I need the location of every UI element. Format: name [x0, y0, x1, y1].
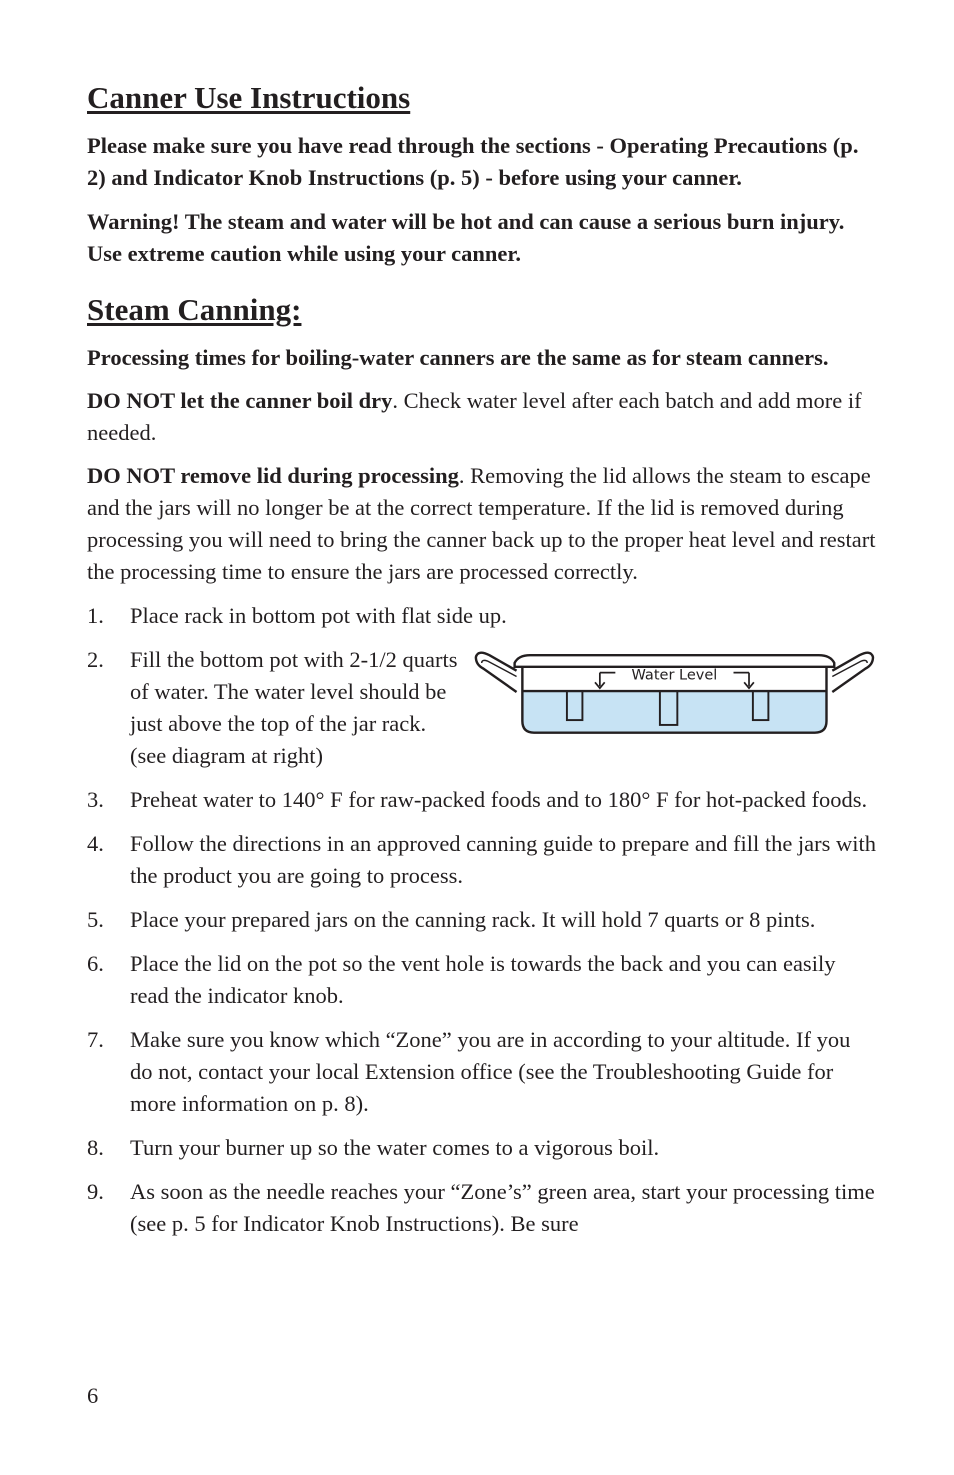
boil-dry-bold: DO NOT let the canner boil dry [87, 388, 393, 413]
section-title-steam-canning: Steam Canning: [87, 292, 302, 327]
canner-water-level-diagram [472, 646, 877, 738]
list-item [87, 784, 877, 816]
right-handle [832, 653, 873, 692]
step-text: Follow the directions in an approved canning guide to prepare and fill the jars with the product you are going to process. [130, 831, 877, 888]
step-number: 1. [87, 603, 104, 628]
step-number: 7. [87, 1027, 104, 1052]
water-level-label: Water Level [631, 667, 718, 684]
list-item [87, 1176, 877, 1240]
step-text: Place your prepared jars on the canning rack. It will hold 7 quarts or 8 pints. [130, 907, 816, 932]
list-item [87, 904, 877, 936]
step-number: 2. [87, 647, 104, 672]
list-item [87, 828, 877, 892]
step-text: Fill the bottom pot with 2-1/2 quarts of water. The water level should be just above the top of the jar rack. (see diagram at right) [130, 647, 458, 768]
step-number: 3. [87, 787, 104, 812]
step-number: 6. [87, 951, 104, 976]
processing-note: Processing times for boiling-water canners are the same as for steam canners. [87, 345, 829, 370]
section-title-canner-use: Canner Use Instructions [87, 80, 411, 115]
step-text: As soon as the needle reaches your “Zone’s” green area, start your processing time (see p. 5 for Indicator Knob Instructions). Be sure [130, 1179, 875, 1236]
step-number: 9. [87, 1179, 104, 1204]
intro-paragraph: Please make sure you have read through the sections - Operating Precautions (p. 2) and Indicator Knob Instructions (p. 5) - before using your canner. [87, 133, 859, 190]
step-text: Turn your burner up so the water comes to a vigorous boil. [130, 1135, 660, 1160]
warning-paragraph: Warning! The steam and water will be hot and can cause a serious burn injury. Use extreme caution while using your canner. [87, 209, 845, 266]
boil-dry-text: . Check water level after each batch and add more if needed. [87, 388, 862, 445]
step-text: Preheat water to 140° F for raw-packed foods and to 180° F for hot-packed foods. [130, 787, 868, 812]
left-handle [476, 653, 517, 692]
step-text: Make sure you know which “Zone” you are in according to your altitude. If you do not, contact your local Extension office (see the Troubleshooting Guide for more information on p. 8). [130, 1027, 851, 1116]
list-item [87, 1024, 877, 1120]
list-item [87, 644, 877, 772]
step-text: Place rack in bottom pot with flat side up. [130, 603, 507, 628]
step-number: 5. [87, 907, 104, 932]
boil-dry-paragraph [87, 385, 877, 449]
list-item [87, 948, 877, 1012]
lid-bold: DO NOT remove lid during processing [87, 463, 459, 488]
step-text: Place the lid on the pot so the vent hole is towards the back and you can easily read the indicator knob. [130, 951, 836, 1008]
step-number: 8. [87, 1135, 104, 1160]
water-fill [523, 691, 827, 733]
list-item [87, 1132, 877, 1164]
page-number: 6 [87, 1383, 99, 1408]
lid-paragraph [87, 460, 877, 588]
list-item [87, 600, 877, 632]
page-content [87, 78, 877, 1252]
pot-lid [515, 655, 835, 667]
lid-text: . Removing the lid allows the steam to escape and the jars will no longer be at the correct temperature. If the lid is removed during processing you will need to bring the canner back up to the proper heat level and restart the processing time to ensure the jars are processed correctly. [87, 463, 876, 584]
steps-list [87, 600, 877, 1240]
step-number: 4. [87, 831, 104, 856]
